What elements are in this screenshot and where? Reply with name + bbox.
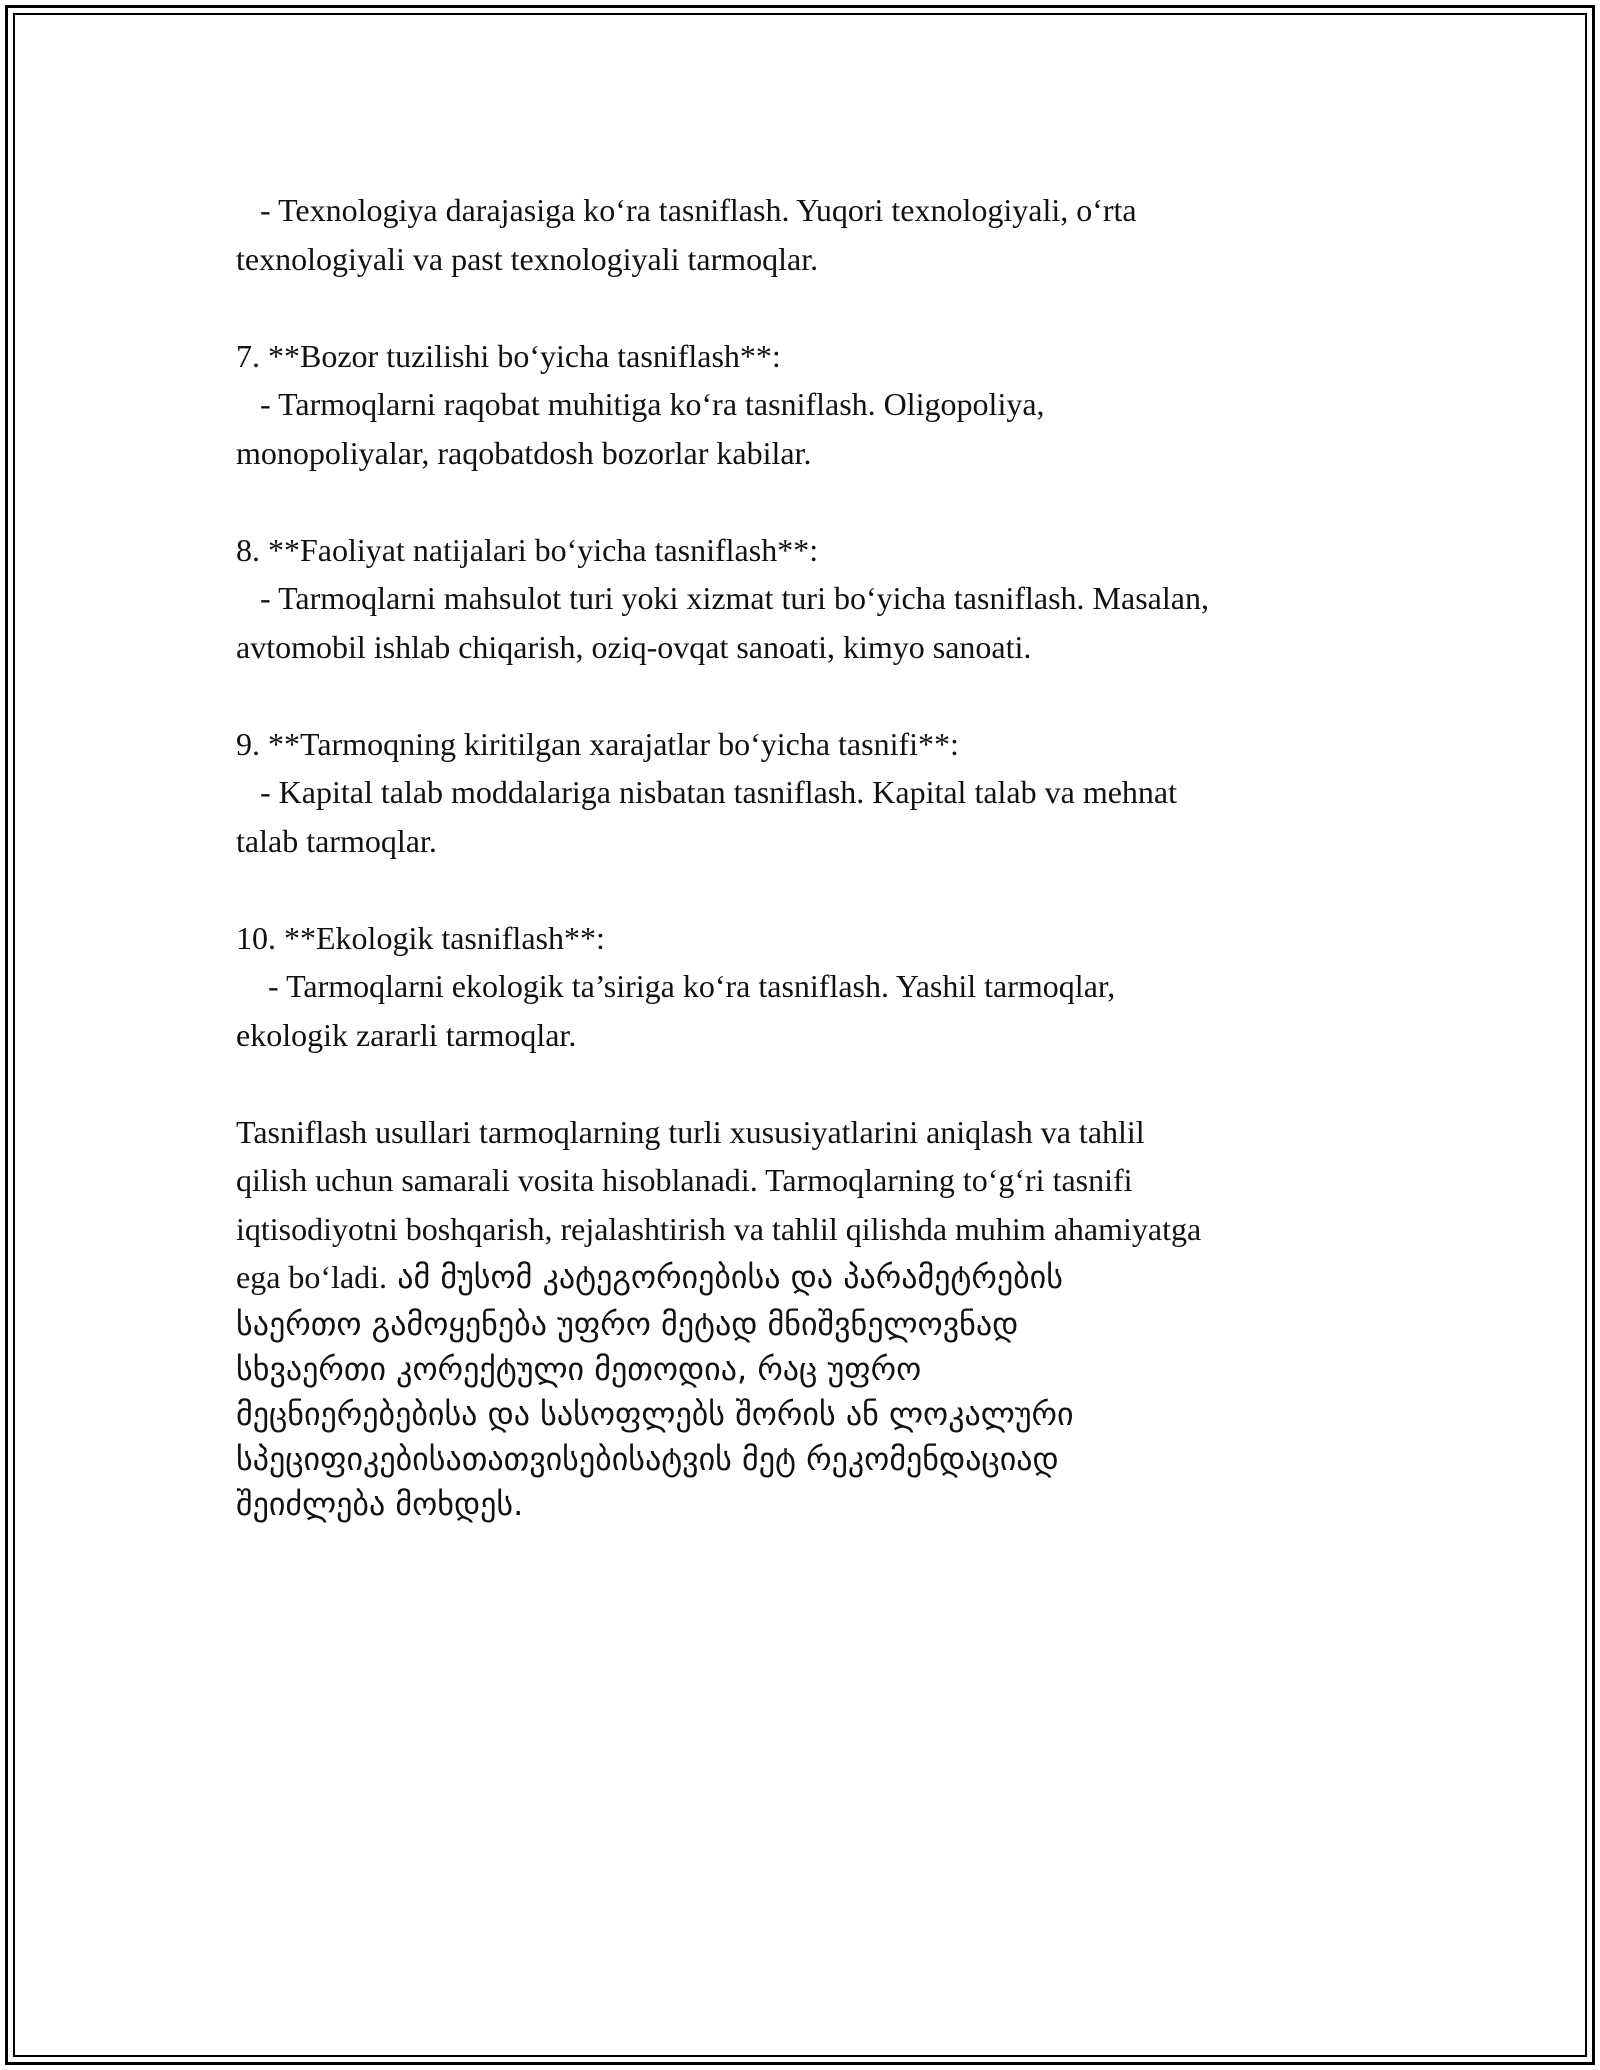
georgian-block (236, 1302, 1386, 1527)
paragraph-gap (236, 1059, 1386, 1108)
mixed-line (236, 1253, 1386, 1302)
section-heading: 8. **Faoliyat natijalari bo‘yicha tasniflash**: (236, 531, 819, 568)
paragraph-gap (236, 865, 1386, 914)
text-line: - Texnologiya darajasiga ko‘ra tasniflash. Yuqori texnologiyali, o‘rta (236, 192, 1137, 228)
text-line: avtomobil ishlab chiqarish, oziq-ovqat sanoati, kimyo sanoati. (236, 628, 1032, 665)
georgian-line: სხვაერთი კორექტული მეთოდია, რაც უფრო (236, 1349, 922, 1388)
text-line: ekologik zararli tarmoqlar. (236, 1016, 577, 1053)
georgian-line: შეიძლება მოხდეს. (236, 1484, 524, 1523)
section-10 (236, 914, 1386, 1060)
text-line: monopoliyalar, raqobatdosh bozorlar kabilar. (236, 434, 812, 471)
section-heading: 10. **Ekologik tasniflash**: (236, 919, 605, 956)
text-line: texnologiyali va past texnologiyali tarmoqlar. (236, 240, 819, 277)
georgian-line: მეცნიერებებისა და სასოფლებს შორის ან ლოკალური (236, 1394, 1074, 1433)
paragraph-gap (236, 283, 1386, 332)
section-8 (236, 526, 1386, 672)
text-line: iqtisodiyotni boshqarish, rejalashtirish va tahlil qilishda muhim ahamiyatga (236, 1210, 1202, 1247)
georgian-line: საერთო გამოყენება უფრო მეტად მნიშვნელოვნად (236, 1304, 1019, 1343)
georgian-line: სპეციფიკებისათათვისებისატვის მეტ რეკომენდაციად (236, 1439, 1059, 1478)
text-line: talab tarmoqlar. (236, 822, 437, 859)
conclusion-paragraph (236, 1108, 1386, 1527)
text-line: - Tarmoqlarni raqobat muhitiga ko‘ra tasniflash. Oligopoliya, (236, 386, 1045, 422)
text-line: - Kapital talab moddalariga nisbatan tasniflash. Kapital talab va mehnat (236, 774, 1178, 810)
text-line: Tasniflash usullari tarmoqlarning turli xususiyatlarini aniqlash va tahlil (236, 1113, 1145, 1150)
section-7 (236, 332, 1386, 478)
text-line: qilish uchun samarali vosita hisoblanadi. Tarmoqlarning to‘g‘ri tasnifi (236, 1162, 1133, 1198)
paragraph-gap (236, 671, 1386, 720)
text-line: - Tarmoqlarni mahsulot turi yoki xizmat turi bo‘yicha tasniflash. Masalan, (236, 580, 1209, 616)
georgian-text: ამ მუსომ კატეგორიებისა და პარამეტრების (387, 1258, 1063, 1296)
document-body (236, 186, 1386, 1527)
paragraph-gap (236, 477, 1386, 526)
latin-text: ega bo‘ladi. (236, 1259, 388, 1295)
text-line: - Tarmoqlarni ekologik ta’siriga ko‘ra tasniflash. Yashil tarmoqlar, (236, 968, 1116, 1004)
section-heading: 9. **Tarmoqning kiritilgan xarajatlar bo‘yicha tasnifi**: (236, 725, 959, 762)
section-9 (236, 720, 1386, 866)
section-heading: 7. **Bozor tuzilishi bo‘yicha tasniflash**: (236, 337, 781, 374)
intro-paragraph (236, 186, 1386, 283)
